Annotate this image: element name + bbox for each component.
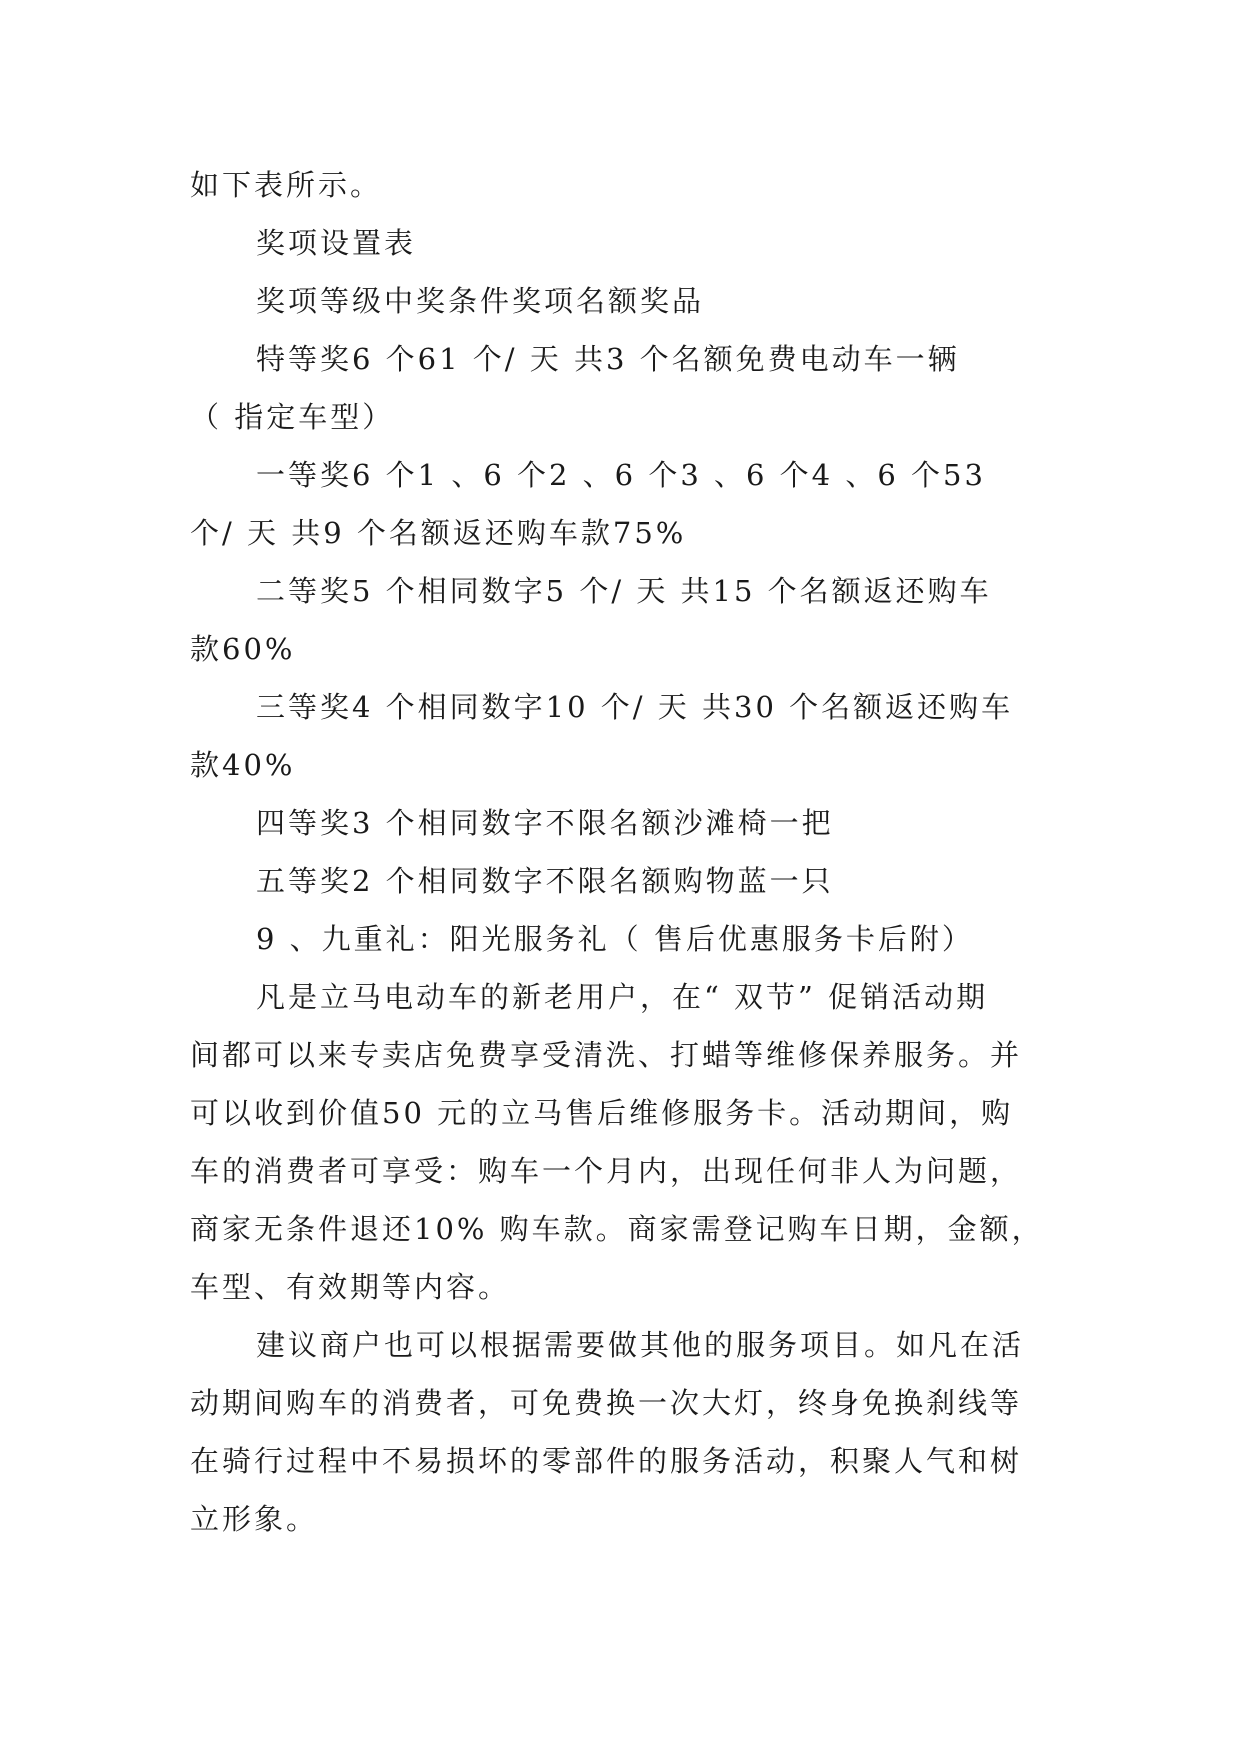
section-heading: 9 、九重礼：阳光服务礼（ 售后优惠服务卡后附） xyxy=(256,922,974,956)
table-row: 二等奖5 个相同数字5 个/ 天 共15 个名额返还购车 xyxy=(256,574,992,608)
table-row-continuation: 个/ 天 共9 个名额返还购车款75% xyxy=(190,516,687,550)
paragraph-line: 商家无条件退还10% 购车款。商家需登记购车日期，金额， xyxy=(190,1212,1044,1246)
paragraph-line: 间都可以来专卖店免费享受清洗、打蜡等维修保养服务。并 xyxy=(190,1038,1023,1072)
table-row: 三等奖4 个相同数字10 个/ 天 共30 个名额返还购车 xyxy=(256,690,1014,724)
table-row-continuation: （ 指定车型） xyxy=(190,400,395,434)
paragraph-line: 在骑行过程中不易损坏的零部件的服务活动，积聚人气和树 xyxy=(190,1444,1023,1478)
paragraph-line: 立形象。 xyxy=(190,1502,319,1536)
table-row: 一等奖6 个1 、6 个2 、6 个3 、6 个4 、6 个53 xyxy=(256,458,986,492)
table-caption: 奖项设置表 xyxy=(256,226,417,260)
table-header: 奖项等级中奖条件奖项名额奖品 xyxy=(256,284,705,318)
paragraph-line: 动期间购车的消费者，可免费换一次大灯，终身免换刹线等 xyxy=(190,1386,1023,1420)
paragraph-line: 建议商户也可以根据需要做其他的服务项目。如凡在活 xyxy=(256,1328,1025,1362)
table-row: 特等奖6 个61 个/ 天 共3 个名额免费电动车一辆 xyxy=(256,342,960,376)
paragraph-line: 可以收到价值50 元的立马售后维修服务卡。活动期间，购 xyxy=(190,1096,1014,1130)
table-row: 五等奖2 个相同数字不限名额购物蓝一只 xyxy=(256,864,834,898)
paragraph-line: 车型、有效期等内容。 xyxy=(190,1270,511,1304)
table-row-continuation: 款60% xyxy=(190,632,296,666)
table-row-continuation: 款40% xyxy=(190,748,296,782)
paragraph-line: 车的消费者可享受：购车一个月内，出现任何非人为问题， xyxy=(190,1154,1023,1188)
table-row: 四等奖3 个相同数字不限名额沙滩椅一把 xyxy=(256,806,834,840)
paragraph-line: 凡是立马电动车的新老用户，在“ 双节” 促销活动期 xyxy=(256,980,989,1014)
text-line: 如下表所示。 xyxy=(190,168,383,202)
